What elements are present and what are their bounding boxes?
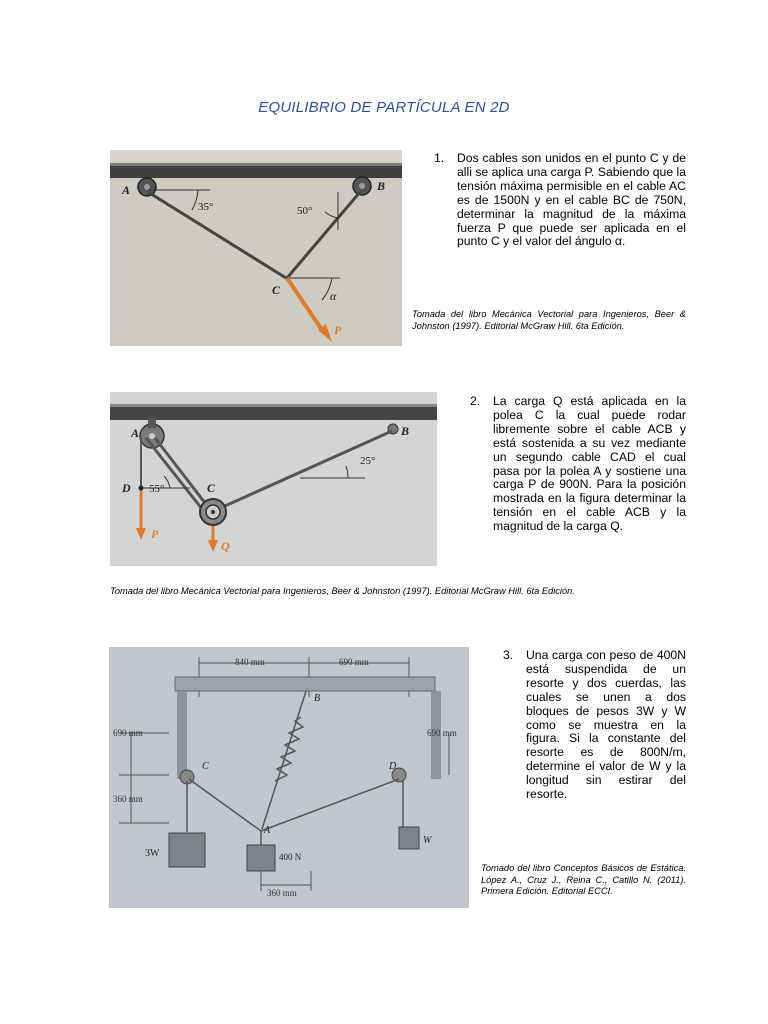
- dim-690-right: 690 mm: [427, 728, 457, 738]
- label-p: P: [334, 323, 342, 337]
- ceiling-beam: [110, 164, 402, 178]
- problem-1-number: 1.: [434, 151, 445, 165]
- label-d: D: [389, 761, 397, 772]
- block-3w: [169, 833, 205, 867]
- label-3w: 3W: [145, 848, 160, 859]
- label-a: A: [122, 183, 131, 197]
- label-c: C: [207, 481, 216, 495]
- angle-50: 50°: [297, 205, 313, 217]
- angle-55: 55°: [149, 483, 165, 495]
- top-beam: [175, 677, 435, 691]
- label-b: B: [377, 179, 386, 193]
- dim-840: 840 mm: [235, 657, 265, 667]
- problem-3: [503, 648, 686, 802]
- label-c: C: [202, 761, 209, 772]
- problem-2: [470, 394, 686, 534]
- page-title: EQUILIBRIO DE PARTÍCULA EN 2D: [258, 99, 510, 116]
- problem-1: [434, 151, 686, 249]
- label-alpha: α: [330, 289, 337, 303]
- figure-2: [110, 392, 437, 566]
- label-c: C: [272, 283, 281, 297]
- label-b: B: [401, 424, 410, 438]
- problem-2-credit: Tomada del libro Mecánica Vectorial para Ingenieros, Beer & Johnston (1997). Editorial McGraw Hill. 6ta Edición.: [110, 586, 575, 596]
- problem-3-credit: Tomado del libro Conceptos Básicos de Estática. López A., Cruz J., Reina C., Catillo N. (2011). Primera Edición. Editorial ECCI.: [481, 863, 686, 897]
- problem-2-text: La carga Q está aplicada en la polea C la cual puede rodar libremente sobre el cable ACB y está sostenida a su vez mediante un segundo cable CAD el cual pasa por la polea A y sostiene una carga P de 900N. Para la posición mostrada en la figura determinar la tensión en el cable ACB y la magnitud de la carga Q.: [493, 394, 686, 534]
- dim-690-top: 690 mm: [339, 657, 369, 667]
- problem-1-credit: Tomada del libro Mecánica Vectorial para Ingenieros, Beer & Johnston (1997). Editorial McGraw Hill. 6ta Edición.: [412, 309, 686, 331]
- label-a: A: [131, 426, 140, 440]
- figure-1: [110, 150, 402, 346]
- label-d: D: [122, 481, 131, 495]
- label-400n: 400 N: [279, 852, 302, 862]
- problem-3-number: 3.: [503, 648, 514, 662]
- problem-2-number: 2.: [470, 394, 481, 408]
- dim-360-bottom: 360 mm: [267, 888, 297, 898]
- ceiling-beam: [110, 406, 437, 420]
- angle-35: 35°: [198, 201, 214, 213]
- figure-3: [109, 647, 469, 908]
- problem-1-text: Dos cables son unidos en el punto C y de alli se aplica una carga P. Sabiendo que la tensión máxima permisible en el cable AC es de 1500N y en el cable BC de 750N, determinar la magnitud de la máxima fuerza P que puede ser aplicada en el punto C y el valor del ángulo α.: [457, 151, 686, 249]
- label-q: Q: [221, 539, 230, 553]
- label-p: P: [151, 527, 159, 541]
- angle-25: 25°: [360, 455, 376, 467]
- label-w: W: [423, 835, 432, 846]
- block-400n: [247, 845, 275, 871]
- block-w: [399, 827, 419, 849]
- dim-360-left: 360 mm: [113, 794, 143, 804]
- label-b: B: [314, 693, 321, 704]
- dim-690-left: 690 mm: [113, 728, 143, 738]
- problem-3-text: Una carga con peso de 400N está suspendida de un resorte y dos cuerdas, las cuales se unen a dos bloques de pesos 3W y W como se muestra en la figura. Si la constante del resorte es de 800N/m, determine el valor de W y la longitud sin estirar del resorte.: [526, 648, 686, 802]
- label-a: A: [264, 825, 271, 836]
